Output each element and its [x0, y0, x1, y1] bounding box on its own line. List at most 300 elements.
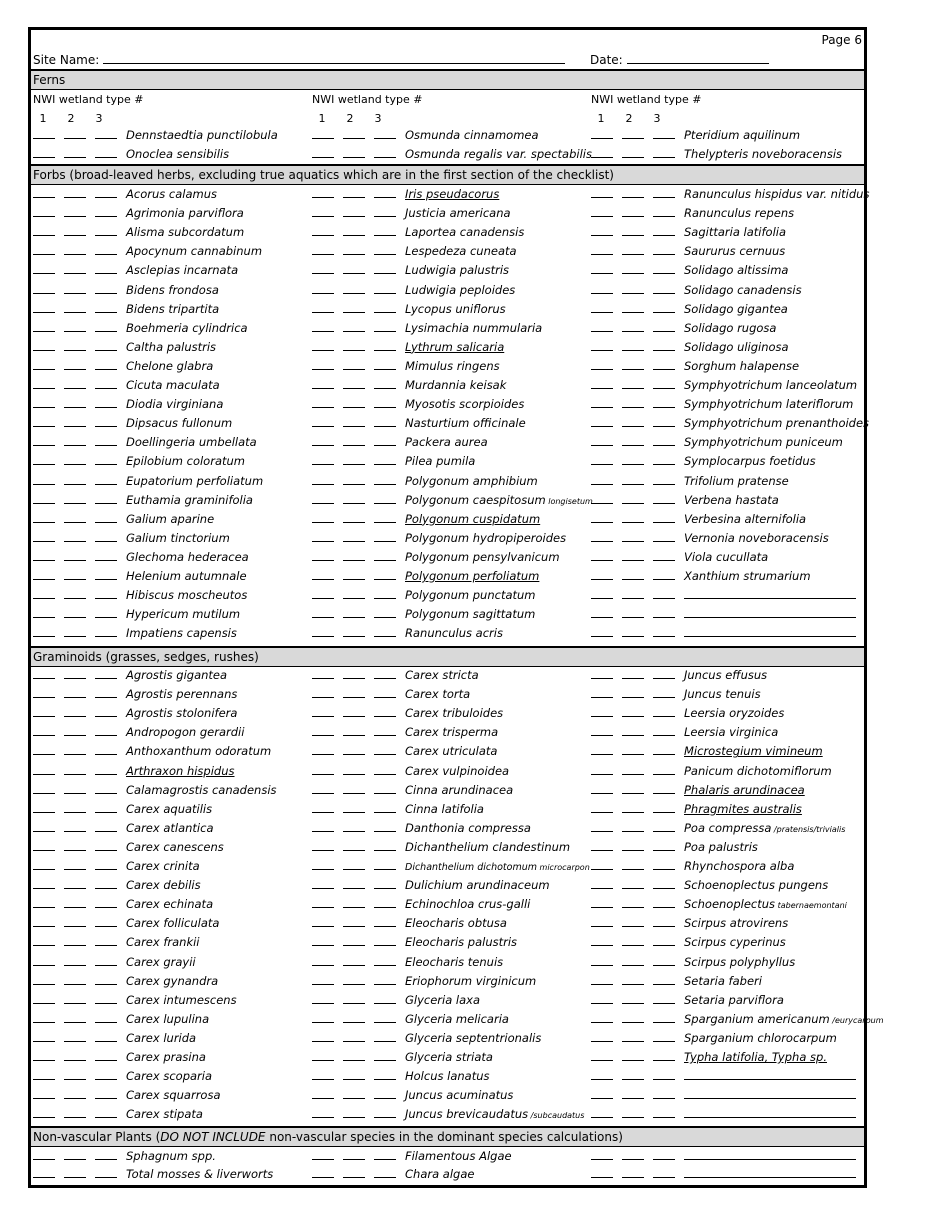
tally-blank[interactable] — [33, 991, 55, 1004]
tally-blank[interactable] — [374, 281, 396, 294]
tally-blank[interactable] — [374, 145, 396, 158]
tally-blank[interactable] — [33, 281, 55, 294]
tally-blank[interactable] — [591, 242, 613, 255]
tally-blank[interactable] — [653, 567, 675, 580]
tally-blank[interactable] — [343, 319, 365, 332]
tally-blank[interactable] — [653, 1165, 675, 1178]
tally-blank[interactable] — [312, 605, 334, 618]
tally-blank[interactable] — [591, 510, 613, 523]
tally-blank[interactable] — [622, 567, 644, 580]
tally-blank[interactable] — [312, 1105, 334, 1118]
tally-blank[interactable] — [374, 414, 396, 427]
tally-blank[interactable] — [374, 857, 396, 870]
tally-blank[interactable] — [64, 800, 86, 813]
tally-blank[interactable] — [653, 1029, 675, 1042]
tally-blank[interactable] — [622, 357, 644, 370]
tally-blank[interactable] — [591, 605, 613, 618]
tally-blank[interactable] — [374, 666, 396, 679]
tally-blank[interactable] — [622, 914, 644, 927]
tally-blank[interactable] — [312, 319, 334, 332]
tally-blank[interactable] — [312, 1067, 334, 1080]
tally-blank[interactable] — [33, 145, 55, 158]
tally-blank[interactable] — [374, 1105, 396, 1118]
tally-blank[interactable] — [343, 586, 365, 599]
tally-blank[interactable] — [374, 338, 396, 351]
tally-blank[interactable] — [653, 281, 675, 294]
tally-blank[interactable] — [95, 876, 117, 889]
tally-blank[interactable] — [312, 666, 334, 679]
tally-blank[interactable] — [312, 529, 334, 542]
tally-blank[interactable] — [374, 1048, 396, 1061]
tally-blank[interactable] — [33, 414, 55, 427]
tally-blank[interactable] — [622, 1067, 644, 1080]
tally-blank[interactable] — [343, 666, 365, 679]
tally-blank[interactable] — [653, 838, 675, 851]
write-in-line[interactable] — [684, 1105, 856, 1118]
tally-blank[interactable] — [64, 395, 86, 408]
write-in-line[interactable] — [684, 1165, 856, 1178]
tally-blank[interactable] — [64, 452, 86, 465]
tally-blank[interactable] — [343, 1029, 365, 1042]
tally-blank[interactable] — [653, 762, 675, 775]
tally-blank[interactable] — [33, 338, 55, 351]
tally-blank[interactable] — [95, 300, 117, 313]
tally-blank[interactable] — [343, 1105, 365, 1118]
tally-blank[interactable] — [591, 624, 613, 637]
tally-blank[interactable] — [343, 704, 365, 717]
tally-blank[interactable] — [343, 781, 365, 794]
tally-blank[interactable] — [591, 126, 613, 139]
tally-blank[interactable] — [653, 1086, 675, 1099]
tally-blank[interactable] — [95, 395, 117, 408]
tally-blank[interactable] — [33, 529, 55, 542]
tally-blank[interactable] — [622, 857, 644, 870]
tally-blank[interactable] — [591, 914, 613, 927]
tally-blank[interactable] — [64, 914, 86, 927]
tally-blank[interactable] — [33, 624, 55, 637]
tally-blank[interactable] — [95, 1048, 117, 1061]
tally-blank[interactable] — [95, 204, 117, 217]
tally-blank[interactable] — [95, 586, 117, 599]
tally-blank[interactable] — [343, 1147, 365, 1160]
tally-blank[interactable] — [653, 452, 675, 465]
tally-blank[interactable] — [312, 414, 334, 427]
tally-blank[interactable] — [64, 548, 86, 561]
tally-blank[interactable] — [591, 1067, 613, 1080]
tally-blank[interactable] — [312, 452, 334, 465]
tally-blank[interactable] — [343, 742, 365, 755]
tally-blank[interactable] — [64, 605, 86, 618]
tally-blank[interactable] — [653, 126, 675, 139]
tally-blank[interactable] — [312, 1147, 334, 1160]
tally-blank[interactable] — [33, 781, 55, 794]
tally-blank[interactable] — [312, 433, 334, 446]
tally-blank[interactable] — [591, 666, 613, 679]
tally-blank[interactable] — [343, 145, 365, 158]
tally-blank[interactable] — [95, 1010, 117, 1023]
tally-blank[interactable] — [374, 991, 396, 1004]
tally-blank[interactable] — [95, 723, 117, 736]
tally-blank[interactable] — [95, 357, 117, 370]
tally-blank[interactable] — [374, 1067, 396, 1080]
tally-blank[interactable] — [343, 452, 365, 465]
tally-blank[interactable] — [622, 624, 644, 637]
tally-blank[interactable] — [343, 895, 365, 908]
tally-blank[interactable] — [312, 624, 334, 637]
tally-blank[interactable] — [33, 876, 55, 889]
tally-blank[interactable] — [95, 742, 117, 755]
tally-blank[interactable] — [343, 126, 365, 139]
tally-blank[interactable] — [653, 876, 675, 889]
tally-blank[interactable] — [622, 723, 644, 736]
tally-blank[interactable] — [64, 567, 86, 580]
tally-blank[interactable] — [343, 529, 365, 542]
tally-blank[interactable] — [374, 895, 396, 908]
tally-blank[interactable] — [33, 762, 55, 775]
tally-blank[interactable] — [64, 357, 86, 370]
tally-blank[interactable] — [312, 204, 334, 217]
tally-blank[interactable] — [312, 723, 334, 736]
tally-blank[interactable] — [343, 800, 365, 813]
tally-blank[interactable] — [653, 145, 675, 158]
tally-blank[interactable] — [374, 204, 396, 217]
write-in-line[interactable] — [684, 1147, 856, 1160]
tally-blank[interactable] — [343, 548, 365, 561]
tally-blank[interactable] — [64, 762, 86, 775]
tally-blank[interactable] — [343, 838, 365, 851]
tally-blank[interactable] — [64, 1010, 86, 1023]
tally-blank[interactable] — [312, 395, 334, 408]
tally-blank[interactable] — [653, 895, 675, 908]
tally-blank[interactable] — [95, 338, 117, 351]
tally-blank[interactable] — [622, 204, 644, 217]
tally-blank[interactable] — [653, 376, 675, 389]
tally-blank[interactable] — [374, 510, 396, 523]
tally-blank[interactable] — [622, 548, 644, 561]
tally-blank[interactable] — [95, 857, 117, 870]
tally-blank[interactable] — [64, 1029, 86, 1042]
tally-blank[interactable] — [622, 819, 644, 832]
tally-blank[interactable] — [33, 605, 55, 618]
tally-blank[interactable] — [95, 781, 117, 794]
tally-blank[interactable] — [64, 126, 86, 139]
tally-blank[interactable] — [374, 357, 396, 370]
tally-blank[interactable] — [95, 414, 117, 427]
tally-blank[interactable] — [312, 953, 334, 966]
tally-blank[interactable] — [622, 376, 644, 389]
tally-blank[interactable] — [33, 185, 55, 198]
tally-blank[interactable] — [653, 800, 675, 813]
tally-blank[interactable] — [312, 895, 334, 908]
tally-blank[interactable] — [622, 319, 644, 332]
tally-blank[interactable] — [374, 876, 396, 889]
tally-blank[interactable] — [374, 433, 396, 446]
tally-blank[interactable] — [312, 261, 334, 274]
tally-blank[interactable] — [312, 685, 334, 698]
tally-blank[interactable] — [591, 319, 613, 332]
tally-blank[interactable] — [653, 1147, 675, 1160]
tally-blank[interactable] — [591, 1048, 613, 1061]
tally-blank[interactable] — [653, 319, 675, 332]
tally-blank[interactable] — [374, 704, 396, 717]
tally-blank[interactable] — [64, 838, 86, 851]
tally-blank[interactable] — [312, 567, 334, 580]
tally-blank[interactable] — [622, 762, 644, 775]
tally-blank[interactable] — [622, 185, 644, 198]
tally-blank[interactable] — [33, 376, 55, 389]
tally-blank[interactable] — [591, 1165, 613, 1178]
tally-blank[interactable] — [312, 914, 334, 927]
tally-blank[interactable] — [374, 972, 396, 985]
tally-blank[interactable] — [343, 1086, 365, 1099]
tally-blank[interactable] — [64, 242, 86, 255]
tally-blank[interactable] — [312, 281, 334, 294]
tally-blank[interactable] — [591, 491, 613, 504]
tally-blank[interactable] — [33, 819, 55, 832]
tally-blank[interactable] — [591, 281, 613, 294]
tally-blank[interactable] — [312, 704, 334, 717]
tally-blank[interactable] — [33, 300, 55, 313]
write-in-line[interactable] — [684, 1067, 856, 1080]
tally-blank[interactable] — [653, 223, 675, 236]
tally-blank[interactable] — [653, 914, 675, 927]
site-name-field[interactable] — [33, 51, 565, 67]
tally-blank[interactable] — [622, 685, 644, 698]
tally-blank[interactable] — [374, 762, 396, 775]
tally-blank[interactable] — [33, 1105, 55, 1118]
tally-blank[interactable] — [374, 1029, 396, 1042]
tally-blank[interactable] — [95, 953, 117, 966]
tally-blank[interactable] — [343, 567, 365, 580]
tally-blank[interactable] — [64, 529, 86, 542]
write-in-line[interactable] — [684, 624, 856, 637]
tally-blank[interactable] — [374, 605, 396, 618]
tally-blank[interactable] — [33, 395, 55, 408]
tally-blank[interactable] — [343, 605, 365, 618]
tally-blank[interactable] — [95, 261, 117, 274]
tally-blank[interactable] — [95, 800, 117, 813]
tally-blank[interactable] — [64, 204, 86, 217]
tally-blank[interactable] — [591, 452, 613, 465]
tally-blank[interactable] — [33, 1067, 55, 1080]
tally-blank[interactable] — [343, 414, 365, 427]
tally-blank[interactable] — [95, 666, 117, 679]
tally-blank[interactable] — [374, 953, 396, 966]
tally-blank[interactable] — [374, 1165, 396, 1178]
tally-blank[interactable] — [374, 838, 396, 851]
tally-blank[interactable] — [622, 145, 644, 158]
tally-blank[interactable] — [33, 567, 55, 580]
tally-blank[interactable] — [622, 933, 644, 946]
tally-blank[interactable] — [95, 529, 117, 542]
tally-blank[interactable] — [64, 1048, 86, 1061]
tally-blank[interactable] — [64, 953, 86, 966]
tally-blank[interactable] — [374, 1147, 396, 1160]
tally-blank[interactable] — [591, 800, 613, 813]
tally-blank[interactable] — [312, 838, 334, 851]
tally-blank[interactable] — [591, 338, 613, 351]
tally-blank[interactable] — [64, 1147, 86, 1160]
tally-blank[interactable] — [653, 242, 675, 255]
tally-blank[interactable] — [343, 762, 365, 775]
tally-blank[interactable] — [622, 838, 644, 851]
tally-blank[interactable] — [95, 319, 117, 332]
tally-blank[interactable] — [33, 1029, 55, 1042]
tally-blank[interactable] — [343, 376, 365, 389]
tally-blank[interactable] — [343, 357, 365, 370]
tally-blank[interactable] — [343, 223, 365, 236]
tally-blank[interactable] — [95, 281, 117, 294]
tally-blank[interactable] — [95, 972, 117, 985]
tally-blank[interactable] — [64, 491, 86, 504]
tally-blank[interactable] — [95, 895, 117, 908]
tally-blank[interactable] — [95, 452, 117, 465]
tally-blank[interactable] — [653, 300, 675, 313]
tally-blank[interactable] — [374, 800, 396, 813]
tally-blank[interactable] — [622, 800, 644, 813]
tally-blank[interactable] — [374, 126, 396, 139]
tally-blank[interactable] — [95, 605, 117, 618]
tally-blank[interactable] — [374, 1086, 396, 1099]
tally-blank[interactable] — [653, 185, 675, 198]
tally-blank[interactable] — [64, 991, 86, 1004]
tally-blank[interactable] — [95, 1067, 117, 1080]
tally-blank[interactable] — [64, 685, 86, 698]
tally-blank[interactable] — [64, 338, 86, 351]
tally-blank[interactable] — [33, 433, 55, 446]
tally-blank[interactable] — [591, 300, 613, 313]
tally-blank[interactable] — [64, 376, 86, 389]
tally-blank[interactable] — [64, 145, 86, 158]
tally-blank[interactable] — [343, 1010, 365, 1023]
tally-blank[interactable] — [653, 338, 675, 351]
tally-blank[interactable] — [653, 742, 675, 755]
tally-blank[interactable] — [622, 781, 644, 794]
tally-blank[interactable] — [653, 357, 675, 370]
tally-blank[interactable] — [95, 1029, 117, 1042]
tally-blank[interactable] — [33, 972, 55, 985]
tally-blank[interactable] — [64, 781, 86, 794]
tally-blank[interactable] — [591, 1029, 613, 1042]
tally-blank[interactable] — [33, 204, 55, 217]
tally-blank[interactable] — [653, 991, 675, 1004]
tally-blank[interactable] — [622, 223, 644, 236]
tally-blank[interactable] — [653, 605, 675, 618]
tally-blank[interactable] — [591, 261, 613, 274]
tally-blank[interactable] — [653, 1067, 675, 1080]
tally-blank[interactable] — [591, 529, 613, 542]
tally-blank[interactable] — [591, 704, 613, 717]
tally-blank[interactable] — [622, 395, 644, 408]
tally-blank[interactable] — [95, 242, 117, 255]
tally-blank[interactable] — [622, 876, 644, 889]
tally-blank[interactable] — [312, 800, 334, 813]
tally-blank[interactable] — [33, 704, 55, 717]
tally-blank[interactable] — [343, 185, 365, 198]
tally-blank[interactable] — [95, 145, 117, 158]
tally-blank[interactable] — [33, 1147, 55, 1160]
tally-blank[interactable] — [591, 723, 613, 736]
tally-blank[interactable] — [312, 1086, 334, 1099]
tally-blank[interactable] — [622, 586, 644, 599]
tally-blank[interactable] — [343, 281, 365, 294]
tally-blank[interactable] — [622, 1165, 644, 1178]
tally-blank[interactable] — [653, 666, 675, 679]
tally-blank[interactable] — [622, 991, 644, 1004]
tally-blank[interactable] — [312, 548, 334, 561]
tally-blank[interactable] — [95, 762, 117, 775]
tally-blank[interactable] — [64, 586, 86, 599]
tally-blank[interactable] — [33, 1086, 55, 1099]
tally-blank[interactable] — [64, 1165, 86, 1178]
tally-blank[interactable] — [312, 876, 334, 889]
tally-blank[interactable] — [312, 762, 334, 775]
tally-blank[interactable] — [33, 586, 55, 599]
tally-blank[interactable] — [622, 242, 644, 255]
tally-blank[interactable] — [591, 857, 613, 870]
tally-blank[interactable] — [653, 1010, 675, 1023]
tally-blank[interactable] — [33, 452, 55, 465]
tally-blank[interactable] — [622, 1029, 644, 1042]
tally-blank[interactable] — [343, 914, 365, 927]
tally-blank[interactable] — [653, 433, 675, 446]
tally-blank[interactable] — [343, 204, 365, 217]
tally-blank[interactable] — [591, 472, 613, 485]
tally-blank[interactable] — [343, 433, 365, 446]
tally-blank[interactable] — [312, 1165, 334, 1178]
tally-blank[interactable] — [64, 704, 86, 717]
tally-blank[interactable] — [33, 685, 55, 698]
tally-blank[interactable] — [591, 433, 613, 446]
tally-blank[interactable] — [312, 300, 334, 313]
tally-blank[interactable] — [33, 1048, 55, 1061]
tally-blank[interactable] — [374, 1010, 396, 1023]
tally-blank[interactable] — [95, 933, 117, 946]
tally-blank[interactable] — [622, 433, 644, 446]
tally-blank[interactable] — [312, 472, 334, 485]
tally-blank[interactable] — [33, 1010, 55, 1023]
tally-blank[interactable] — [343, 624, 365, 637]
tally-blank[interactable] — [343, 395, 365, 408]
tally-blank[interactable] — [312, 338, 334, 351]
tally-blank[interactable] — [64, 857, 86, 870]
tally-blank[interactable] — [622, 895, 644, 908]
tally-blank[interactable] — [374, 223, 396, 236]
tally-blank[interactable] — [591, 1105, 613, 1118]
tally-blank[interactable] — [591, 1086, 613, 1099]
tally-blank[interactable] — [653, 1048, 675, 1061]
tally-blank[interactable] — [653, 781, 675, 794]
tally-blank[interactable] — [343, 472, 365, 485]
tally-blank[interactable] — [653, 1105, 675, 1118]
tally-blank[interactable] — [343, 300, 365, 313]
tally-blank[interactable] — [591, 953, 613, 966]
tally-blank[interactable] — [64, 185, 86, 198]
tally-blank[interactable] — [33, 800, 55, 813]
tally-blank[interactable] — [622, 414, 644, 427]
tally-blank[interactable] — [591, 742, 613, 755]
tally-blank[interactable] — [33, 242, 55, 255]
tally-blank[interactable] — [653, 624, 675, 637]
tally-blank[interactable] — [591, 185, 613, 198]
tally-blank[interactable] — [64, 1067, 86, 1080]
tally-blank[interactable] — [653, 395, 675, 408]
tally-blank[interactable] — [343, 510, 365, 523]
tally-blank[interactable] — [622, 605, 644, 618]
tally-blank[interactable] — [312, 781, 334, 794]
tally-blank[interactable] — [95, 991, 117, 1004]
tally-blank[interactable] — [312, 510, 334, 523]
